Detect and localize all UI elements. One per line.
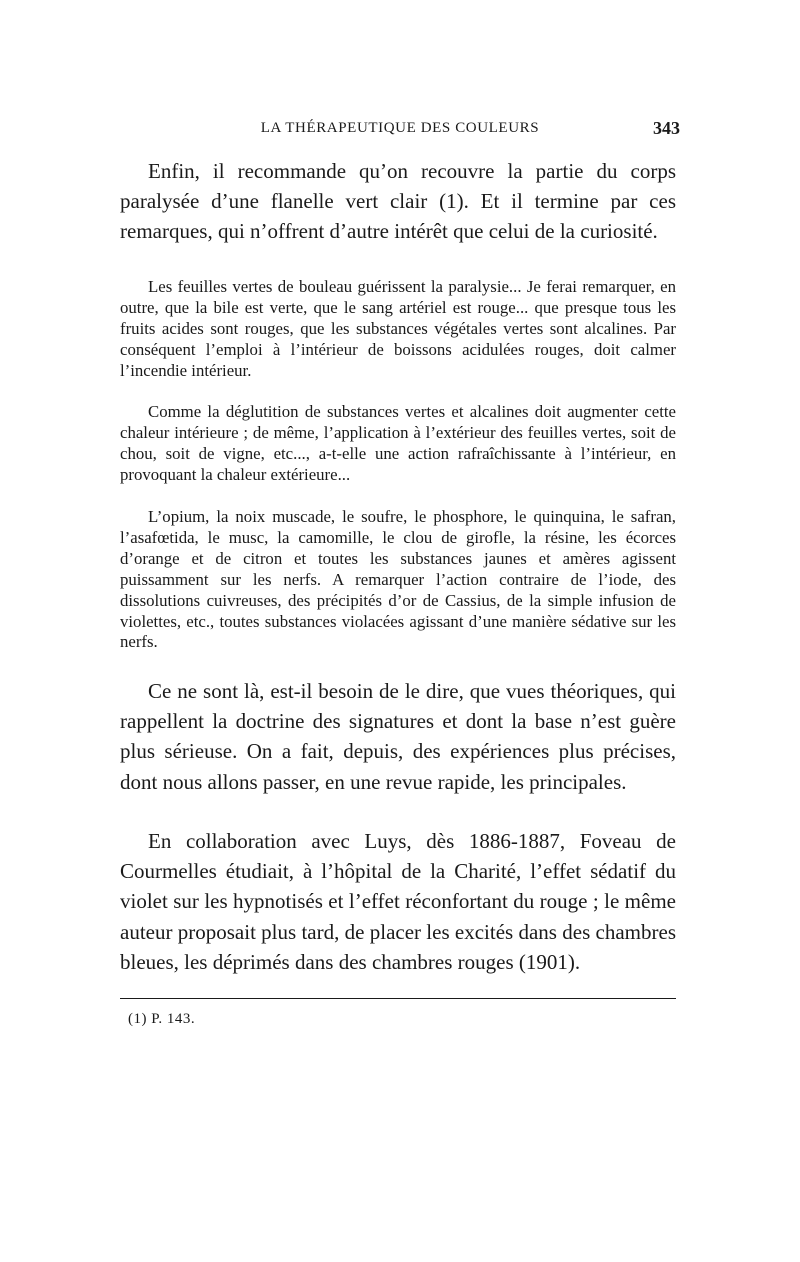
intro-paragraph: Enfin, il recommande qu’on recouvre la partie du corps paralysée d’une flanelle vert clair (1). Et il termine par ces remarques, qui n’offrent d’autre intérêt que celui de la curiosité. bbox=[120, 159, 676, 244]
quoted-paragraph: Les feuilles vertes de bouleau guérissent la paralysie... Je ferai remarquer, en outre, que la bile est verte, que le sang artériel est rouge... que presque tous les fruits acides sont rouges, que les substances végétales vertes sont alcalines. Par conséquent l’emploi à l’intérieur de boissons acidulées rouges, doit calmer l’incendie intérieur. bbox=[120, 277, 676, 380]
quoted-paragraph: Comme la déglutition de substances vertes et alcalines doit augmenter cette chaleur intérieure ; de même, l’application à l’extérieur des feuilles vertes, soit de chou, soit de vigne, etc..., a-t-elle une action rafraîchissante à l’intérieur, en provoquant la chaleur extérieure... bbox=[120, 402, 676, 484]
running-head bbox=[120, 118, 680, 142]
body-paragraph: Ce ne sont là, est-il besoin de le dire, que vues théoriques, qui rappellent la doctrine des signatures et dont la base n’est guère plus sérieuse. On a fait, depuis, des expériences plus précises, dont nous allons passer, en une revue rapide, les principales. bbox=[120, 679, 676, 794]
running-title: LA THÉRAPEUTIQUE DES COULEURS bbox=[260, 120, 540, 136]
footnote: (1) P. 143. bbox=[128, 1011, 196, 1027]
page-number: 343 bbox=[653, 118, 680, 138]
quoted-paragraph: L’opium, la noix muscade, le soufre, le phosphore, le quinquina, le safran, l’asafœtida, le musc, la camomille, le clou de girofle, la résine, les écorces d’orange et de citron et toutes les substances jaunes et amères agissent puissamment sur les nerfs. A remarquer l’action contraire de l’iode, des dissolutions cuivreuses, des précipités d’or de Cassius, de la simple infusion de violettes, etc., toutes substances violacées agissant d’une manière sédative sur les nerfs. bbox=[120, 507, 676, 652]
footnote-rule bbox=[120, 998, 676, 999]
body-paragraph: En collaboration avec Luys, dès 1886-1887, Foveau de Courmelles étudiait, à l’hôpital de la Charité, l’effet sédatif du violet sur les hypnotisés et l’effet réconfortant du rouge ; le même auteur proposait plus tard, de placer les excités dans des chambres bleues, les déprimés dans des chambres rouges (1901). bbox=[120, 829, 676, 974]
